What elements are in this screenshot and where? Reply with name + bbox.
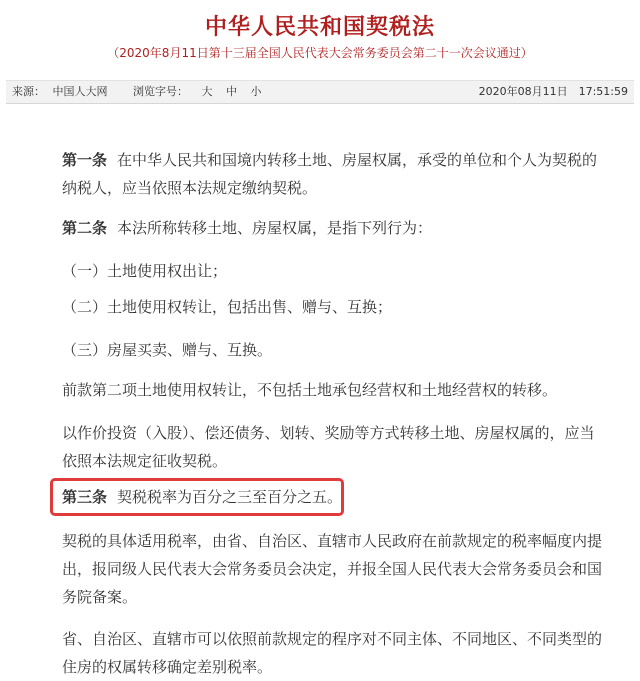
page-title: 中华人民共和国契税法 xyxy=(204,15,435,40)
source-value: 中国人大网 xyxy=(52,85,108,98)
meta-bar xyxy=(6,80,634,104)
font-size-label: 浏览字号： xyxy=(133,85,188,98)
article-label: 第三条 xyxy=(62,488,108,506)
meta-left xyxy=(12,81,272,103)
paragraph-applicable-rate: 契税的具体适用税率，由省、自治区、直辖市人民政府在前款规定的税率幅度内提出，报同级人民代表大会常务委员会决定，并报全国人民代表大会常务委员会和国务院备案。 xyxy=(62,532,603,606)
publish-datetime: 2020年08月11日 17:51:59 xyxy=(478,85,628,98)
font-size-large-link[interactable]: 大 xyxy=(201,85,213,98)
article-label: 第二条 xyxy=(62,219,108,237)
paragraph-exclusion: 前款第二项土地使用权转让，不包括土地承包经营权和土地经营权的转移。 xyxy=(62,381,558,399)
article-text: 在中华人民共和国境内转移土地、房屋权属，承受的单位和个人为契税的纳税人，应当依照本法规定缴纳契税。 xyxy=(62,151,598,197)
paragraph-investment: 以作价投资（入股）、偿还债务、划转、奖励等方式转移土地、房屋权属的，应当依照本法规定征收契税。 xyxy=(62,424,595,470)
font-size-small-link[interactable]: 小 xyxy=(250,85,262,98)
article-2-item-3: （三）房屋买卖、赠与、互换。 xyxy=(62,341,273,359)
article-1 xyxy=(62,146,602,202)
source-label: 来源： xyxy=(12,85,45,98)
page-subtitle: （2020年8月11日第十三届全国人民代表大会常务委员会第二十一次会议通过） xyxy=(107,46,533,60)
article-3 xyxy=(62,483,602,511)
article-label: 第一条 xyxy=(62,151,108,169)
article-2-item-2: （二）土地使用权转让，包括出售、赠与、互换； xyxy=(62,298,393,316)
article-2 xyxy=(62,214,602,242)
font-size-medium-link[interactable]: 中 xyxy=(226,85,237,98)
paragraph-differential-rate: 省、自治区、直辖市可以依照前款规定的程序对不同主体、不同地区、不同类型的住房的权属转移确定差别税率。 xyxy=(62,630,603,676)
article-text: 契税税率为百分之三至百分之五。 xyxy=(117,488,343,506)
article-2-item-1: （一）土地使用权出让； xyxy=(62,262,228,280)
article-text: 本法所称转移土地、房屋权属，是指下列行为： xyxy=(117,219,433,237)
